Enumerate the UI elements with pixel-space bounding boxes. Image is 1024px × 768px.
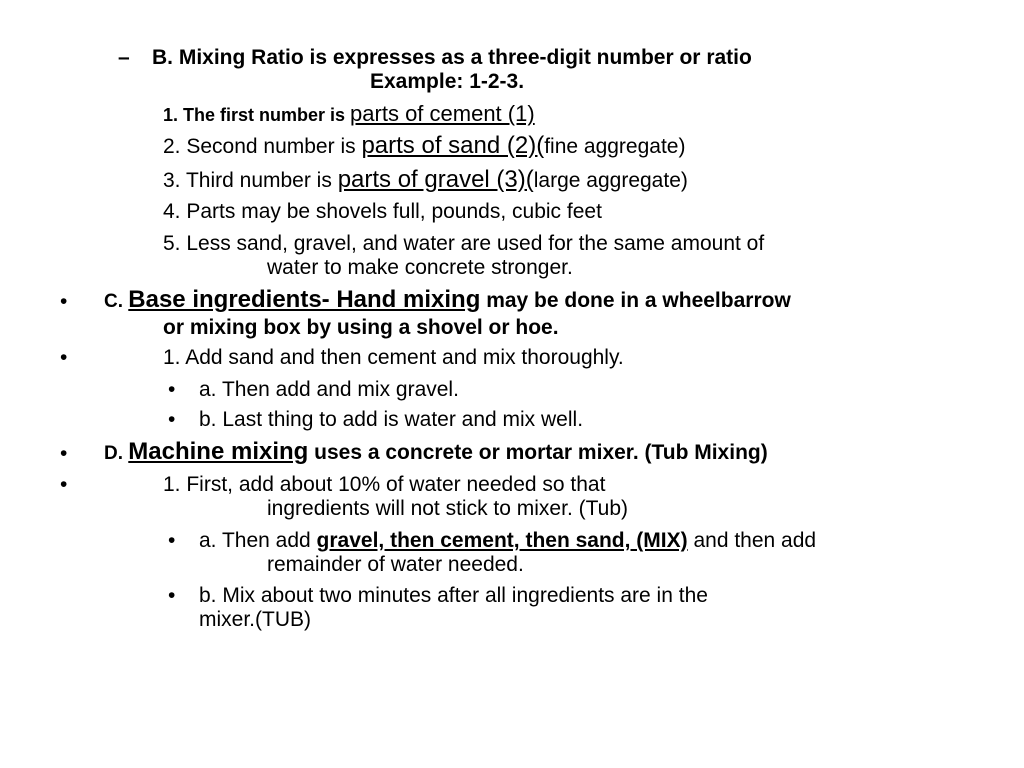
- section-d-label: D.: [104, 443, 129, 464]
- section-b-item-1: [163, 102, 535, 127]
- section-d-step-1-line-2: ingredients will not stick to mixer. (Tub): [267, 497, 629, 520]
- item-2-suffix: fine aggregate): [544, 135, 686, 158]
- section-d-step-1-line-1: 1. First, add about 10% of water needed so that: [163, 473, 606, 496]
- section-d-step-1b-line-2: mixer.(TUB): [199, 608, 311, 631]
- item-3-underlined: parts of gravel (3)(: [337, 166, 534, 193]
- dash-marker: –: [118, 46, 130, 69]
- section-c-step-1: 1. Add sand and then cement and mix thoroughly.: [163, 346, 624, 369]
- step-1a-prefix: a. Then add: [199, 529, 317, 552]
- section-d-step-bullet: •: [60, 473, 68, 496]
- item-2-underlined: parts of sand (2)(: [361, 132, 545, 159]
- section-d-step-1a-bullet: •: [168, 529, 176, 552]
- section-c-underlined: Base ingredients- Hand mixing: [128, 286, 481, 313]
- section-c-step-1a-bullet: •: [168, 378, 176, 401]
- section-c-step-bullet: •: [60, 346, 68, 369]
- section-c-step-1a: a. Then add and mix gravel.: [199, 378, 459, 401]
- section-b-example: Example: 1-2-3.: [370, 70, 525, 93]
- section-c-label: C.: [104, 291, 129, 312]
- section-c-step-1b-bullet: •: [168, 408, 176, 431]
- section-b-item-5-line-2: water to make concrete stronger.: [267, 256, 573, 279]
- section-d-bullet: •: [60, 442, 68, 465]
- section-d-step-1a: [199, 529, 816, 553]
- section-b-item-2: [163, 134, 685, 159]
- step-1a-underlined: gravel, then cement, then sand, (MIX): [316, 529, 688, 552]
- section-d-step-1b-line-1: b. Mix about two minutes after all ingredients are in the: [199, 584, 708, 607]
- section-b-item-4: 4. Parts may be shovels full, pounds, cubic feet: [163, 200, 602, 223]
- section-c-text-1: may be done in a wheelbarrow: [480, 289, 791, 312]
- item-2-prefix: 2. Second number is: [163, 135, 362, 158]
- section-d-underlined: Machine mixing: [128, 438, 309, 465]
- section-d-step-1b-bullet: •: [168, 584, 176, 607]
- section-c-step-1b: b. Last thing to add is water and mix well.: [199, 408, 584, 431]
- section-c-heading: [104, 288, 791, 314]
- section-b-item-5-line-1: 5. Less sand, gravel, and water are used for the same amount of: [163, 232, 765, 255]
- section-b-title: B. Mixing Ratio is expresses as a three-digit number or ratio: [152, 46, 752, 69]
- section-d-text: uses a concrete or mortar mixer. (Tub Mixing): [308, 441, 768, 464]
- item-1-prefix: 1. The first number is: [163, 105, 351, 125]
- item-3-suffix: large aggregate): [533, 169, 688, 192]
- section-d-heading: [104, 440, 768, 466]
- item-1-underlined: parts of cement (1): [350, 101, 535, 126]
- item-3-prefix: 3. Third number is: [163, 169, 338, 192]
- section-c-text-2: or mixing box by using a shovel or hoe.: [163, 316, 559, 339]
- step-1a-suffix: and then add: [687, 529, 817, 552]
- section-d-step-1a-line-2: remainder of water needed.: [267, 553, 524, 576]
- section-c-bullet: •: [60, 290, 68, 313]
- section-b-item-3: [163, 168, 688, 193]
